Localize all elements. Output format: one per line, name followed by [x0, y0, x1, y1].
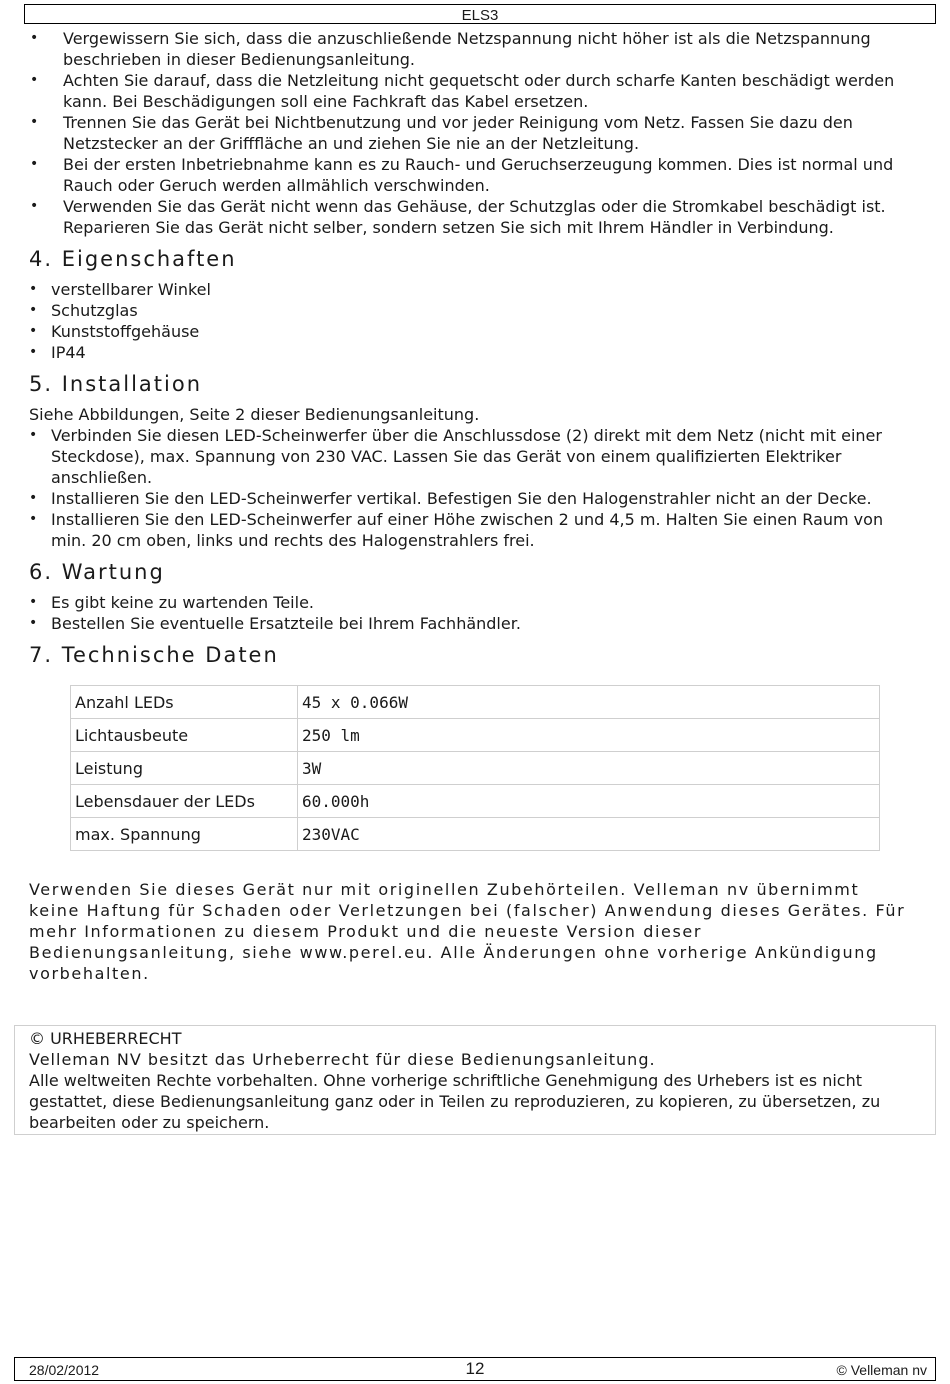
page-header [24, 4, 936, 24]
list-item: • Installieren Sie den LED-Scheinwerfer vertikal. Befestigen Sie den Halogenstrahler nicht an der Decke. [29, 488, 909, 509]
spec-key: max. Spannung [71, 818, 298, 851]
table-row [71, 719, 880, 752]
section-heading-installation: 5. Installation [29, 372, 203, 396]
spec-key: Lebensdauer der LEDs [71, 785, 298, 818]
features-list [29, 279, 909, 363]
list-item: • Bestellen Sie eventuelle Ersatzteile bei Ihrem Fachhändler. [29, 613, 909, 634]
list-item: • Verbinden Sie diesen LED-Scheinwerfer über die Anschlussdose (2) direkt mit dem Netz (nicht mit einer Steckdose), max. Spannung von 230 VAC. Lassen Sie das Gerät von einem qualifizierten Elektriker anschließen. [29, 425, 909, 488]
table-row [71, 686, 880, 719]
list-item: • Achten Sie darauf, dass die Netzleitung nicht gequetscht oder durch scharfe Kanten beschädigt werden kann. Bei Beschädigungen soll eine Fachkraft das Kabel ersetzen. [29, 70, 909, 112]
copyright-line: Velleman NV besitzt das Urheberrecht für diese Bedienungsanleitung. [29, 1050, 656, 1069]
list-item: • Verwenden Sie das Gerät nicht wenn das Gehäuse, der Schutzglas oder die Stromkabel beschädigt ist. Reparieren Sie das Gerät nicht selber, sondern setzen Sie sich mit Ihrem Händler in Verbindung. [29, 196, 909, 238]
list-item: • Schutzglas [29, 300, 909, 321]
spec-value: 230VAC [298, 818, 880, 851]
copyright-text: Alle weltweiten Rechte vorbehalten. Ohne vorherige schriftliche Genehmigung des Urhebers ist es nicht gestattet, diese Bedienungsanleitung ganz oder in Teilen zu reproduzieren, zu kopieren, zu übersetzen, zu bearbeiten oder zu speichern. [29, 1071, 881, 1132]
section-heading-eigenschaften: 4. Eigenschaften [29, 247, 237, 271]
list-item: • Kunststoffgehäuse [29, 321, 909, 342]
spec-value: 250 lm [298, 719, 880, 752]
spec-table [70, 685, 880, 851]
safety-list [29, 28, 909, 238]
document-title: ELS3 [461, 7, 499, 24]
section-heading-wartung: 6. Wartung [29, 560, 165, 584]
footer-brand: © Velleman nv [836, 1362, 927, 1378]
list-item: • Vergewissern Sie sich, dass die anzuschließende Netzspannung nicht höher ist als die Netzspannung beschrieben in dieser Bedienungsanleitung. [29, 28, 909, 70]
section-heading-technische-daten: 7. Technische Daten [29, 643, 279, 667]
footer-date: 28/02/2012 [29, 1362, 100, 1378]
spec-value: 60.000h [298, 785, 880, 818]
page-footer [14, 1357, 936, 1381]
maintenance-list [29, 592, 909, 634]
list-item: • Installieren Sie den LED-Scheinwerfer auf einer Höhe zwischen 2 und 4,5 m. Halten Sie einen Raum von min. 20 cm oben, links und rechts des Halogenstrahlers frei. [29, 509, 909, 551]
list-item: • verstellbarer Winkel [29, 279, 909, 300]
page-number: 12 [465, 1359, 485, 1378]
installation-intro: Siehe Abbildungen, Seite 2 dieser Bedienungsanleitung. [29, 405, 480, 424]
spec-key: Lichtausbeute [71, 719, 298, 752]
spec-key: Anzahl LEDs [71, 686, 298, 719]
spec-key: Leistung [71, 752, 298, 785]
table-row [71, 785, 880, 818]
closing-note: Verwenden Sie dieses Gerät nur mit originellen Zubehörteilen. Velleman nv übernimmt keine Haftung für Schaden oder Verletzungen bei (falscher) Anwendung dieses Gerätes. Für mehr Informationen zu diesem Produkt und die neueste Version dieser Bedienungsanleitung, siehe www.perel.eu. Alle Änderungen ohne vorherige Ankündigung vorbehalten. [29, 880, 906, 983]
spec-value: 45 x 0.066W [298, 686, 880, 719]
installation-list [29, 425, 909, 551]
table-row [71, 752, 880, 785]
page-content [29, 28, 909, 984]
spec-value: 3W [298, 752, 880, 785]
list-item: • Bei der ersten Inbetriebnahme kann es zu Rauch- und Geruchserzeugung kommen. Dies ist normal und Rauch oder Geruch werden allmählich verschwinden. [29, 154, 909, 196]
copyright-title: © URHEBERRECHT [29, 1029, 182, 1048]
list-item: • Trennen Sie das Gerät bei Nichtbenutzung und vor jeder Reinigung vom Netz. Fassen Sie dazu den Netzstecker an der Grifffläche an und ziehen Sie nie an der Netzleitung. [29, 112, 909, 154]
list-item: • Es gibt keine zu wartenden Teile. [29, 592, 909, 613]
list-item: • IP44 [29, 342, 909, 363]
table-row [71, 818, 880, 851]
copyright-box [14, 1025, 936, 1135]
